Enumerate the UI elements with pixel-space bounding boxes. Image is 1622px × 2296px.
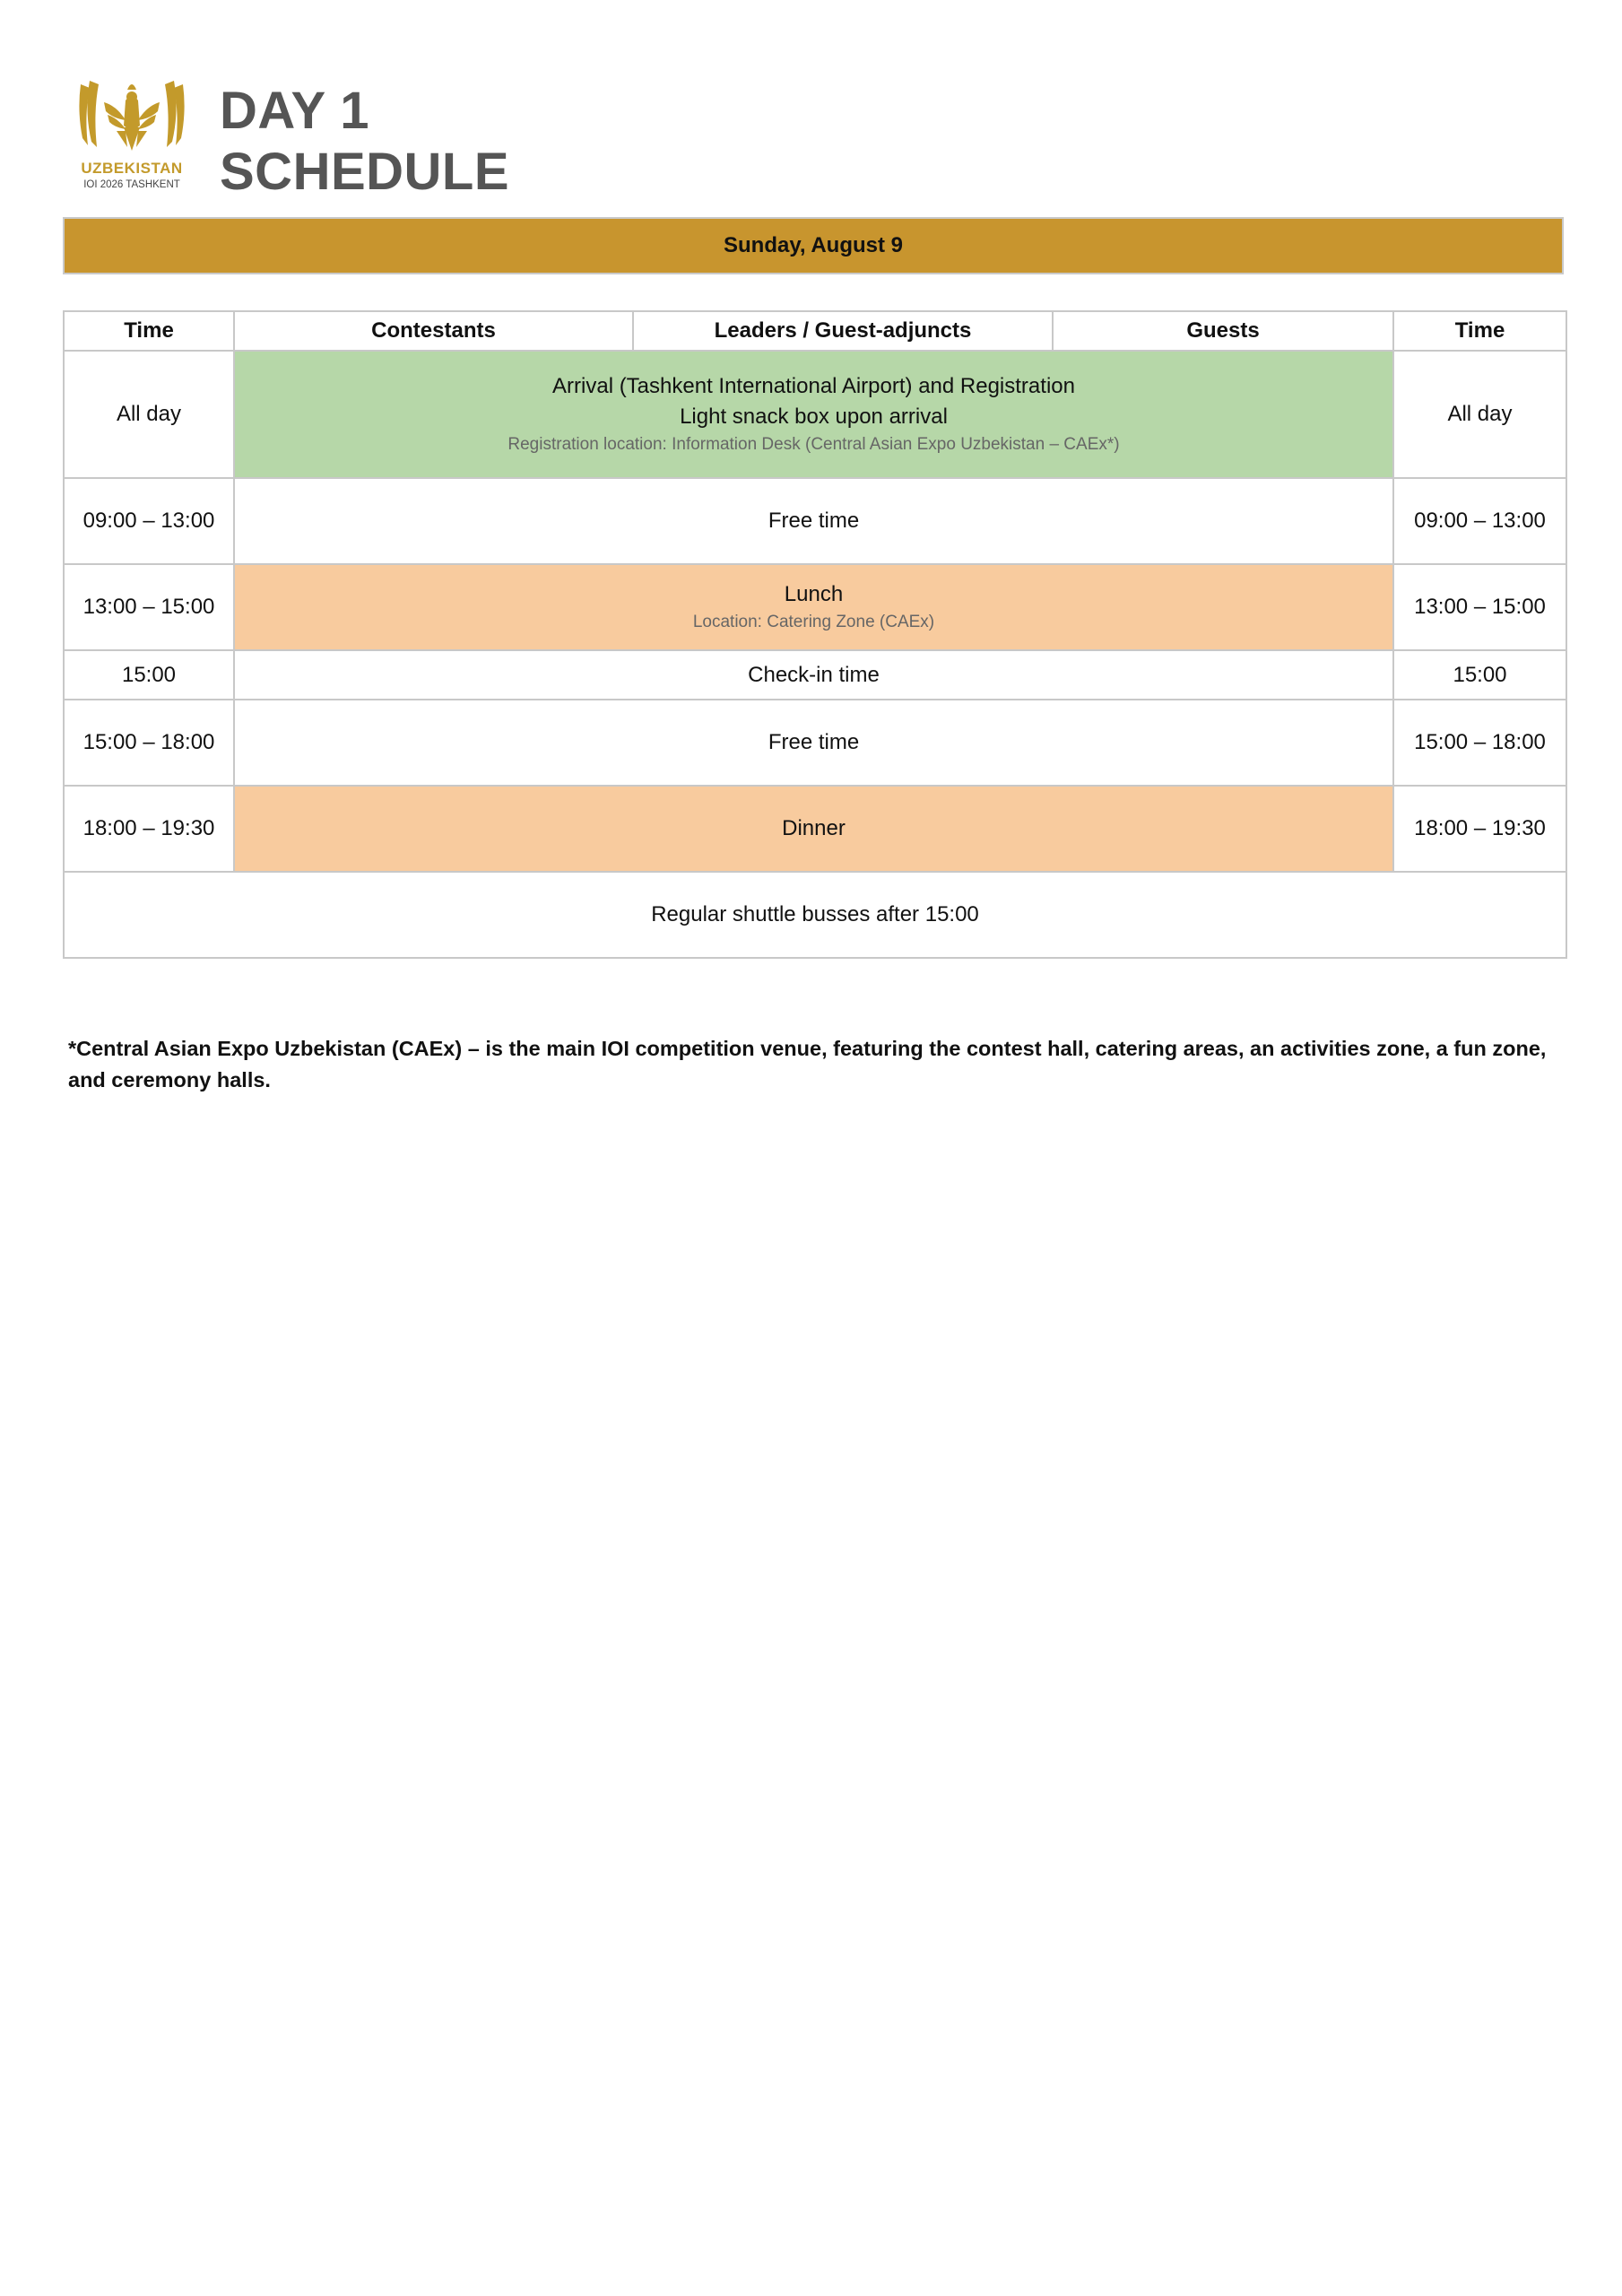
table-row <box>64 700 1566 786</box>
table-row <box>64 650 1566 700</box>
table-row <box>64 351 1566 478</box>
time-cell-right: 15:00 – 18:00 <box>1393 700 1566 786</box>
time-cell-right: 13:00 – 15:00 <box>1393 564 1566 650</box>
schedule-table <box>63 310 1567 959</box>
time-cell-right: 18:00 – 19:30 <box>1393 786 1566 872</box>
time-cell: 18:00 – 19:30 <box>64 786 234 872</box>
time-cell-right: 15:00 <box>1393 650 1566 700</box>
page-title <box>220 81 509 203</box>
event-note: Registration location: Information Desk (Central Asian Expo Uzbekistan – CAEx*) <box>507 435 1120 454</box>
time-cell: 09:00 – 13:00 <box>64 478 234 564</box>
page-header <box>74 75 701 199</box>
header-guests: Guests <box>1053 311 1393 351</box>
event-cell-arrival <box>234 351 1393 478</box>
event-line: Free time <box>768 730 860 754</box>
event-cell-lunch <box>234 564 1393 650</box>
event-note: Location: Catering Zone (CAEx) <box>692 613 935 631</box>
table-row <box>64 786 1566 872</box>
time-cell: 13:00 – 15:00 <box>64 564 234 650</box>
logo-subtitle: IOI 2026 TASHKENT <box>83 179 180 190</box>
header-time: Time <box>64 311 234 351</box>
time-cell-right: All day <box>1393 351 1566 478</box>
page-title-line2: SCHEDULE <box>220 143 510 201</box>
event-line: Check-in time <box>748 662 880 687</box>
ioi-uzbekistan-logo <box>74 75 190 199</box>
event-cell-check-in <box>234 650 1393 700</box>
time-cell-right: 09:00 – 13:00 <box>1393 478 1566 564</box>
header-contestants: Contestants <box>234 311 633 351</box>
event-line: Lunch <box>784 582 844 606</box>
page-title-line1: DAY 1 <box>220 82 369 140</box>
event-cell-free-time <box>234 478 1393 564</box>
logo-name: UZBEKISTAN <box>81 160 183 177</box>
table-row <box>64 564 1566 650</box>
table-header-row <box>64 311 1566 351</box>
date-banner: Sunday, August 9 <box>63 217 1564 274</box>
event-line: Arrival (Tashkent International Airport) and Registration <box>552 374 1075 398</box>
event-line: Free time <box>768 509 860 533</box>
shuttle-note: Regular shuttle busses after 15:00 <box>64 872 1566 958</box>
time-cell: 15:00 – 18:00 <box>64 700 234 786</box>
table-row <box>64 478 1566 564</box>
event-cell-free-time <box>234 700 1393 786</box>
header-time-right: Time <box>1393 311 1566 351</box>
footnote: *Central Asian Expo Uzbekistan (CAEx) – is the main IOI competition venue, featuring the contest hall, catering areas, an activities zone, a fun zone, and ceremony halls. <box>68 1037 1547 1091</box>
time-cell: 15:00 <box>64 650 234 700</box>
table-footer-row <box>64 872 1566 958</box>
event-line: Light snack box upon arrival <box>680 404 948 429</box>
header-leaders: Leaders / Guest-adjuncts <box>633 311 1053 351</box>
time-cell: All day <box>64 351 234 478</box>
event-line: Dinner <box>782 816 846 840</box>
event-cell-dinner <box>234 786 1393 872</box>
eagle-emblem-icon <box>74 75 190 158</box>
